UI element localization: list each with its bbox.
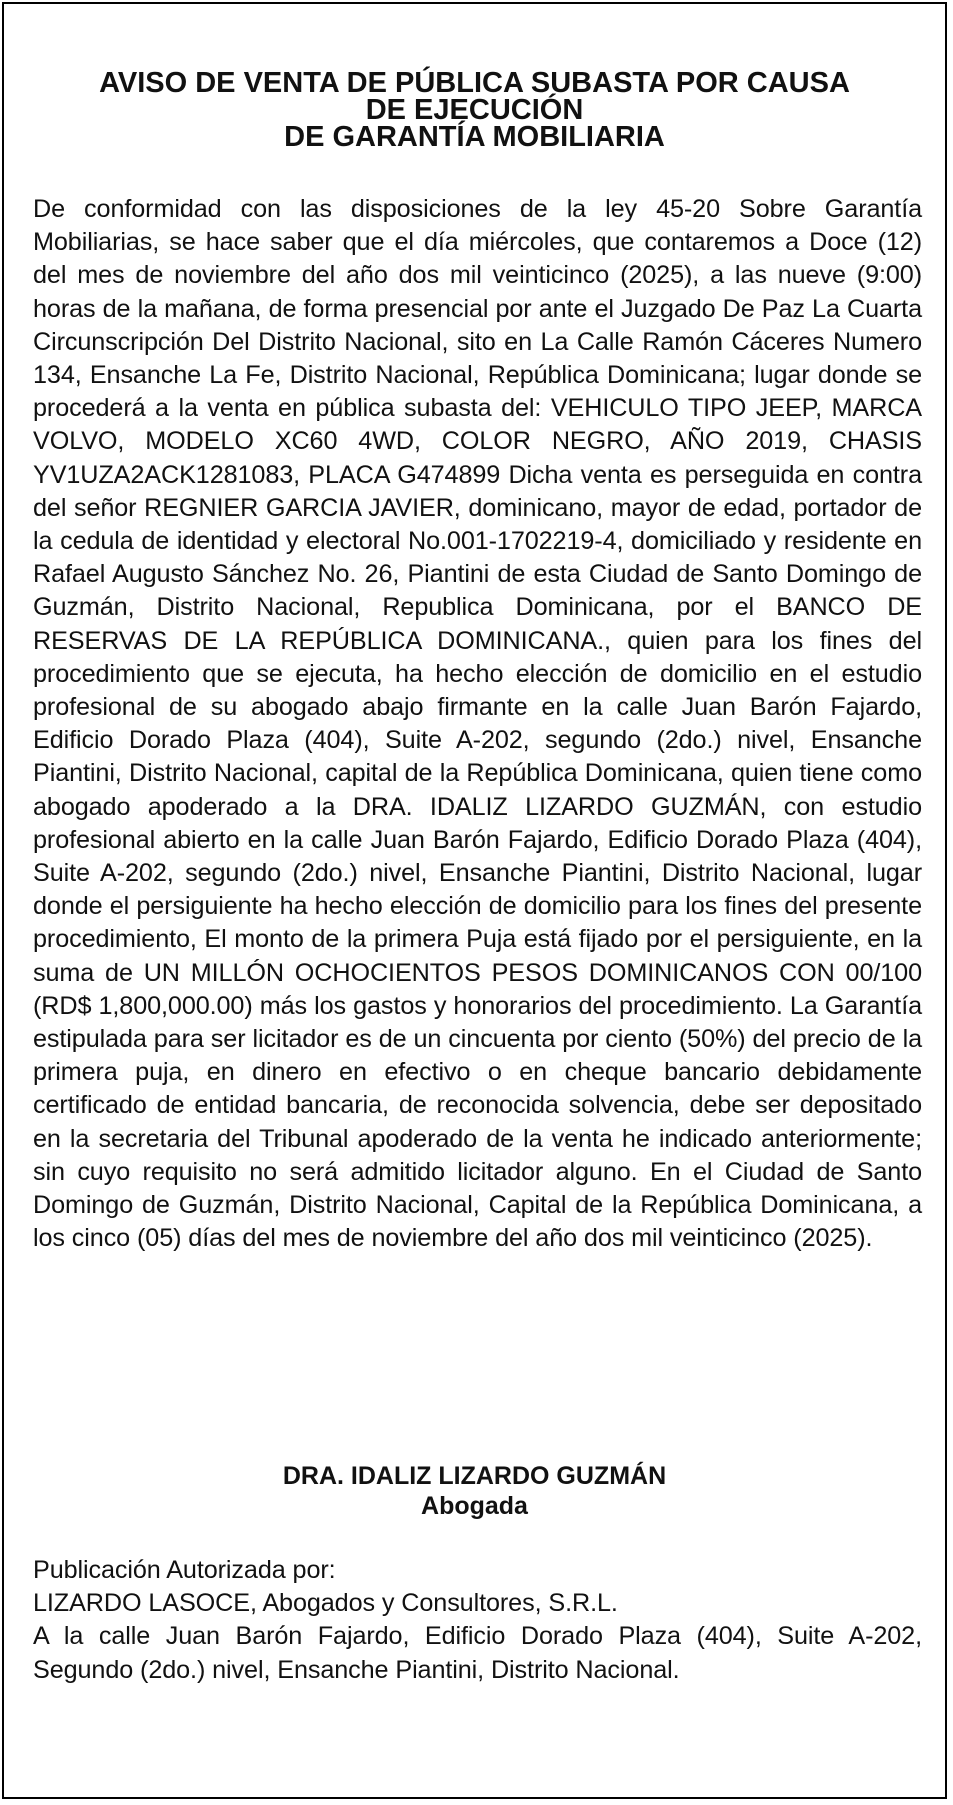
notice-body: De conformidad con las disposiciones de la ley 45-20 Sobre Garantía Mobiliarias, se hace saber que el día miércoles, que contaremos a Doce (12) del mes de noviembre del año dos mil veinticinco (2025), a las nueve (9:00) horas de la mañana, de forma presencial por ante el Juzgado De Paz La Cuarta Circunscripción Del Distrito Nacional, sito en La Calle Ramón Cáceres Numero 134, Ensanche La Fe, Distrito Nacional, República Dominicana; lugar donde se procederá a la venta en pública subasta del: VEHICULO TIPO JEEP, MARCA VOLVO, MODELO XC60 4WD, COLOR NEGRO, AÑO 2019, CHASIS YV1UZA2ACK1281083, PLACA G474899 Dicha venta es perseguida en contra del señor REGNIER GARCIA JAVIER, dominicano, mayor de edad, portador de la cedula de identidad y electoral No.001-1702219-4, domiciliado y residente en Rafael Augusto Sánchez No. 26, Piantini de esta Ciudad de Santo Domingo de Guzmán, Distrito Nacional, Republica Dominicana, por el BANCO DE RESERVAS DE LA REPÚBLICA DOMINICANA., quien para los fines del procedimiento que se ejecuta, ha hecho elección de domicilio en el estudio profesional de su abogado abajo firmante en la calle Juan Barón Fajardo, Edificio Dorado Plaza (404), Suite A-202, segundo (2do.) nivel, Ensanche Piantini, Distrito Nacional, capital de la República Dominicana, quien tiene como abogado apoderado a la DRA. IDALIZ LIZARDO GUZMÁN, con estudio profesional abierto en la calle Juan Barón Fajardo, Edificio Dorado Plaza (404), Suite A-202, segundo (2do.) nivel, Ensanche Piantini, Distrito Nacional, lugar donde el persiguiente ha hecho elección de domicilio para los fines del presente procedimiento, El monto de la primera Puja está fijado por el persiguiente, en la suma de UN MILLÓN OCHOCIENTOS PESOS DOMINICANOS CON 00/100 (RD$ 1,800,000.00) más los gastos y honorarios del procedimiento. La Garantía estipulada para ser licitador es de un cincuenta por ciento (50%) del precio de la primera puja, en dinero en efectivo o en cheque bancario debidamente certificado de entidad bancaria, de reconocida solvencia, debe ser depositado en la secretaria del Tribunal apoderado de la venta he indicado anteriormente; sin cuyo requisito no será admitido licitador alguno. En el Ciudad de Santo Domingo de Guzmán, Distrito Nacional, Capital de la República Dominicana, a los cinco (05) días del mes de noviembre del año dos mil veinticinco (2025). xyxy=(33,195,922,1253)
publication-block xyxy=(33,1554,922,1687)
title-line-1: AVISO DE VENTA DE PÚBLICA SUBASTA POR CAUSA xyxy=(99,67,850,99)
publication-label: Publicación Autorizada por: xyxy=(33,1556,336,1584)
signature-role: Abogada xyxy=(421,1492,528,1520)
publication-address: A la calle Juan Barón Fajardo, Edificio Dorado Plaza (404), Suite A-202, Segundo (2do.) nivel, Ensanche Piantini, Distrito Nacional. xyxy=(33,1622,922,1684)
publication-firm: LIZARDO LASOCE, Abogados y Consultores, S.R.L. xyxy=(33,1589,618,1618)
signature-name: DRA. IDALIZ LIZARDO GUZMÁN xyxy=(282,1462,667,1490)
signature-block xyxy=(24,1461,925,1521)
legal-notice xyxy=(2,2,947,1799)
notice-title xyxy=(24,67,925,153)
title-line-3: DE GARANTÍA MOBILIARIA xyxy=(284,121,665,153)
title-line-2: DE EJECUCIÓN xyxy=(365,94,584,126)
